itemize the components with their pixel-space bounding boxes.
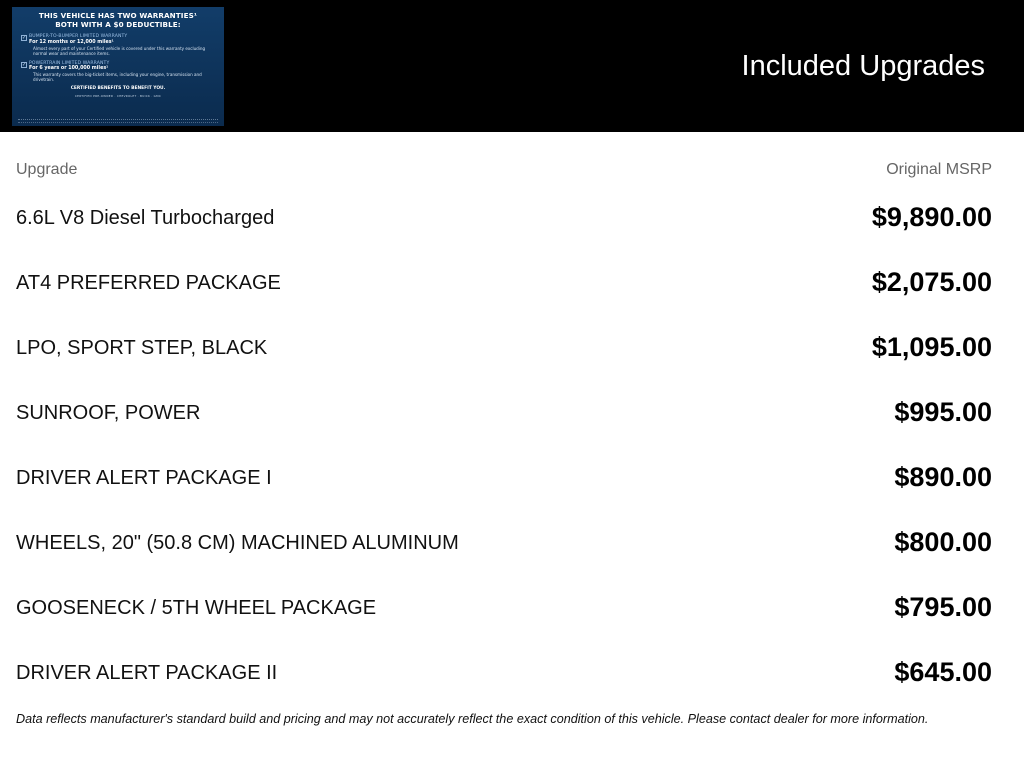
upgrade-name: DRIVER ALERT PACKAGE I	[16, 467, 272, 489]
upgrade-name: 6.6L V8 Diesel Turbocharged	[16, 207, 275, 229]
header-bar	[0, 0, 1024, 132]
upgrade-price: $1,095.00	[871, 332, 992, 362]
table-header	[16, 160, 992, 180]
promo-item-description: This warranty covers the big-ticket items, including your engine, transmission and drivetrain.	[33, 72, 202, 83]
upgrade-price: $995.00	[894, 397, 992, 427]
upgrade-price: $9,890.00	[871, 202, 992, 232]
upgrades-table	[16, 185, 992, 705]
warranty-promo-image	[12, 7, 224, 126]
upgrade-name: GOOSENECK / 5TH WHEEL PACKAGE	[16, 597, 377, 619]
upgrade-price: $645.00	[894, 657, 992, 687]
promo-headline-line2: BOTH WITH A $0 DEDUCTIBLE:	[55, 19, 181, 29]
disclaimer-text: Data reflects manufacturer's standard build and pricing and may not accurately reflect the exact condition of this vehicle. Please contact dealer for more information.	[16, 712, 929, 726]
promo-item-description: Almost every part of your Certified vehicle is covered under this warranty excluding normal wear and maintenance items.	[33, 45, 206, 56]
promo-headline	[20, 12, 216, 29]
upgrade-name: AT4 PREFERRED PACKAGE	[16, 272, 281, 294]
table-row	[16, 445, 992, 510]
table-row	[16, 575, 992, 640]
upgrade-name: DRIVER ALERT PACKAGE II	[16, 662, 278, 684]
upgrade-price: $2,075.00	[871, 267, 992, 297]
promo-item-title: POWERTRAIN LIMITED WARRANTY	[29, 60, 110, 66]
table-row	[16, 380, 992, 445]
page-title: Included Upgrades	[741, 50, 985, 82]
promo-item-subtitle: For 6 years or 100,000 miles¹	[29, 66, 109, 72]
promo-item-title: BUMPER-TO-BUMPER LIMITED WARRANTY	[29, 34, 128, 40]
upgrade-name: LPO, SPORT STEP, BLACK	[16, 337, 268, 359]
table-row	[16, 250, 992, 315]
table-row	[16, 510, 992, 575]
checkbox-icon: ✓	[22, 35, 27, 42]
upgrade-price: $890.00	[894, 462, 992, 492]
table-row	[16, 640, 992, 705]
promo-item-powertrain	[20, 61, 216, 83]
checkbox-icon: ✓	[22, 61, 27, 68]
promo-fineprint	[18, 119, 218, 123]
column-header-upgrade: Upgrade	[16, 161, 78, 178]
table-row	[16, 185, 992, 250]
brand-logos: CERTIFIED PRE-OWNED · CHEVROLET · BUICK · GMC	[74, 94, 162, 99]
column-header-msrp: Original MSRP	[886, 161, 992, 178]
promo-headline-line1: THIS VEHICLE HAS TWO WARRANTIES¹	[38, 11, 198, 20]
promo-benefits: CERTIFIED BENEFITS TO BENEFIT YOU.	[70, 86, 166, 92]
upgrade-name: WHEELS, 20" (50.8 CM) MACHINED ALUMINUM	[16, 532, 459, 554]
promo-item-subtitle: For 12 months or 12,000 miles¹	[29, 39, 114, 45]
upgrade-price: $800.00	[894, 527, 992, 557]
table-row	[16, 315, 992, 380]
upgrade-name: SUNROOF, POWER	[16, 402, 201, 424]
promo-item-bumper	[20, 34, 216, 56]
upgrade-price: $795.00	[894, 592, 992, 622]
